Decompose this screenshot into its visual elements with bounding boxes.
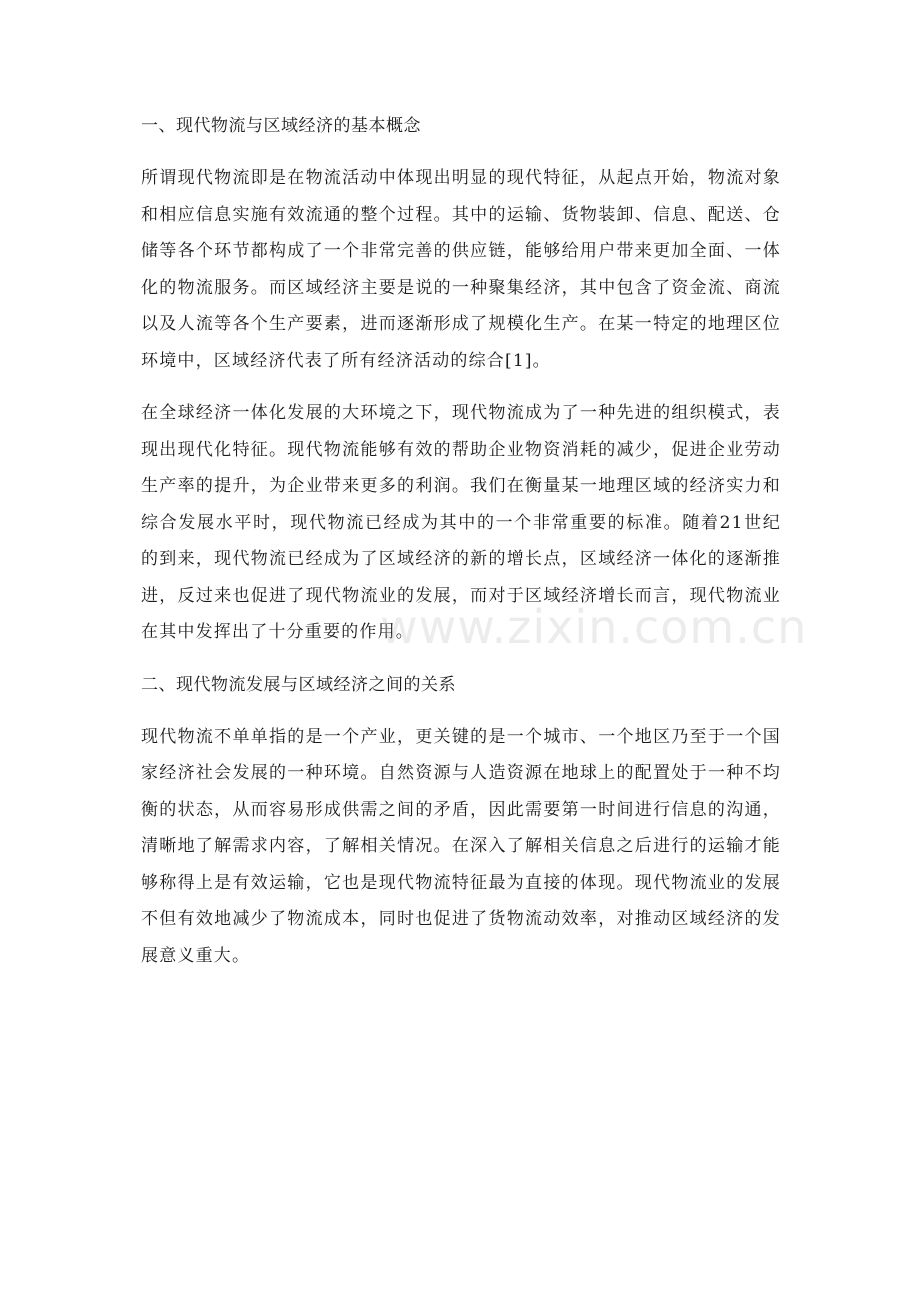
section-heading-1: 一、现代物流与区域经济的基本概念 — [141, 116, 421, 136]
paragraph-1: 所谓现代物流即是在物流活动中体现出明显的现代特征，从起点开始，物流对象和相应信息实施有效流通的整个过程。其中的运输、货物装卸、信息、配送、仓储等各个环节都构成了一个非常完善的供应链，能够给用户带来更加全面、一体化的物流服务。而区域经济主要是说的一种聚集经济，其中包含了资金流、商流以及人流等各个生产要素，进而逐渐形成了规模化生产。在某一特定的地理区位环境中，区域经济代表了所有经济活动的综合[1]。 — [141, 168, 781, 371]
document-body — [141, 108, 781, 974]
paragraph-2: 在全球经济一体化发展的大环境之下，现代物流成为了一种先进的组织模式，表现出现代化特征。现代物流能够有效的帮助企业物资消耗的减少，促进企业劳动生产率的提升，为企业带来更多的利润。我们在衡量某一地理区域的经济实力和综合发展水平时，现代物流已经成为其中的一个非常重要的标准。随着21世纪的到来，现代物流已经成为了区域经济的新的增长点，区域经济一体化的逐渐推进，反过来也促进了现代物流业的发展，而对于区域经济增长而言，现代物流业在其中发挥出了十分重要的作用。 — [141, 403, 781, 642]
paragraph-3: 现代物流不单单指的是一个产业，更关键的是一个城市、一个地区乃至于一个国家经济社会发展的一种环境。自然资源与人造资源在地球上的配置处于一种不均衡的状态，从而容易形成供需之间的矛盾，因此需要第一时间进行信息的沟通，清晰地了解需求内容，了解相关情况。在深入了解相关信息之后进行的运输才能够称得上是有效运输，它也是现代物流特征最为直接的体现。现代物流业的发展不但有效地减少了物流成本，同时也促进了货物流动效率，对推动区域经济的发展意义重大。 — [141, 726, 781, 966]
section-heading-2: 二、现代物流发展与区域经济之间的关系 — [141, 674, 456, 695]
watermark: www.zixin.com.cn — [380, 600, 808, 654]
